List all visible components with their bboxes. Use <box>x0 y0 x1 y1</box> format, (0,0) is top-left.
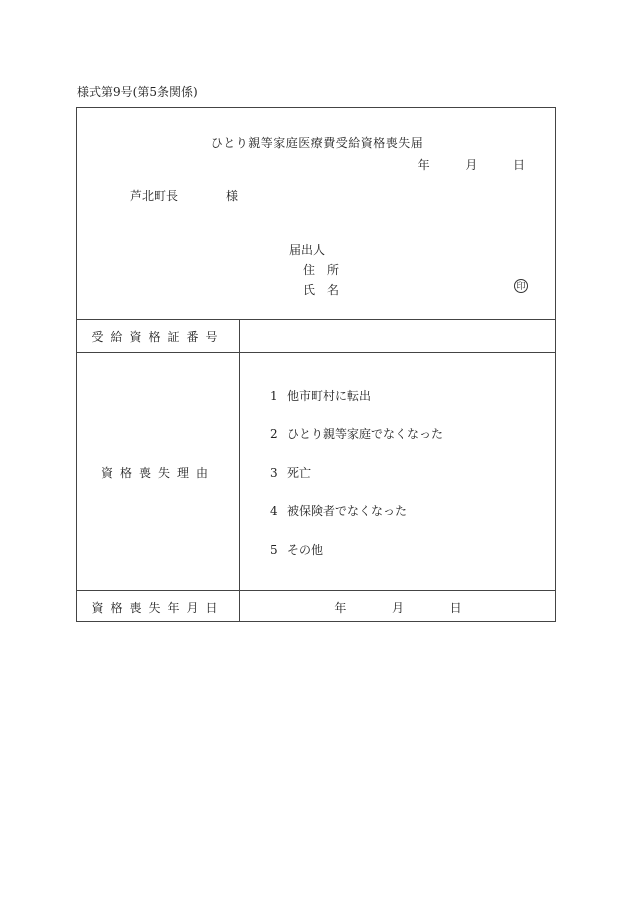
reason-item: 2 ひとり親等家庭でなくなった <box>270 427 444 441</box>
reason-item: 3 死亡 <box>270 466 312 480</box>
header-date <box>418 156 525 173</box>
reason-item: 5 その他 <box>270 543 324 557</box>
divider-date <box>77 590 555 591</box>
form-box <box>76 107 556 622</box>
reason-label: 資格喪失理由 <box>100 466 215 480</box>
address-label: 住 所 <box>303 263 340 277</box>
cert-number-label: 受給資格証番号 <box>91 330 225 344</box>
addressee-honorific: 様 <box>226 189 239 203</box>
reason-item: 1 他市町村に転出 <box>270 389 372 403</box>
column-divider <box>239 319 240 622</box>
header-year: 年 <box>417 158 430 172</box>
form-title: ひとり親等家庭医療費受給資格喪失届 <box>210 136 424 150</box>
loss-day: 日 <box>449 601 462 615</box>
applicant-label: 届出人 <box>289 243 326 257</box>
loss-year: 年 <box>334 601 347 615</box>
loss-month: 月 <box>391 601 404 615</box>
name-label: 氏 名 <box>303 283 340 297</box>
form-number-label: 様式第9号(第5条関係) <box>77 85 198 99</box>
reason-item: 4 被保険者でなくなった <box>270 504 408 518</box>
addressee-name: 芦北町長 <box>130 189 179 203</box>
header-month: 月 <box>465 158 478 172</box>
loss-date-label: 資格喪失年月日 <box>91 601 225 615</box>
divider-cert <box>77 319 555 320</box>
addressee <box>130 187 238 204</box>
header-day: 日 <box>512 158 525 172</box>
loss-date <box>239 599 557 616</box>
seal-icon: 印 <box>514 279 528 293</box>
divider-reason <box>77 352 555 353</box>
